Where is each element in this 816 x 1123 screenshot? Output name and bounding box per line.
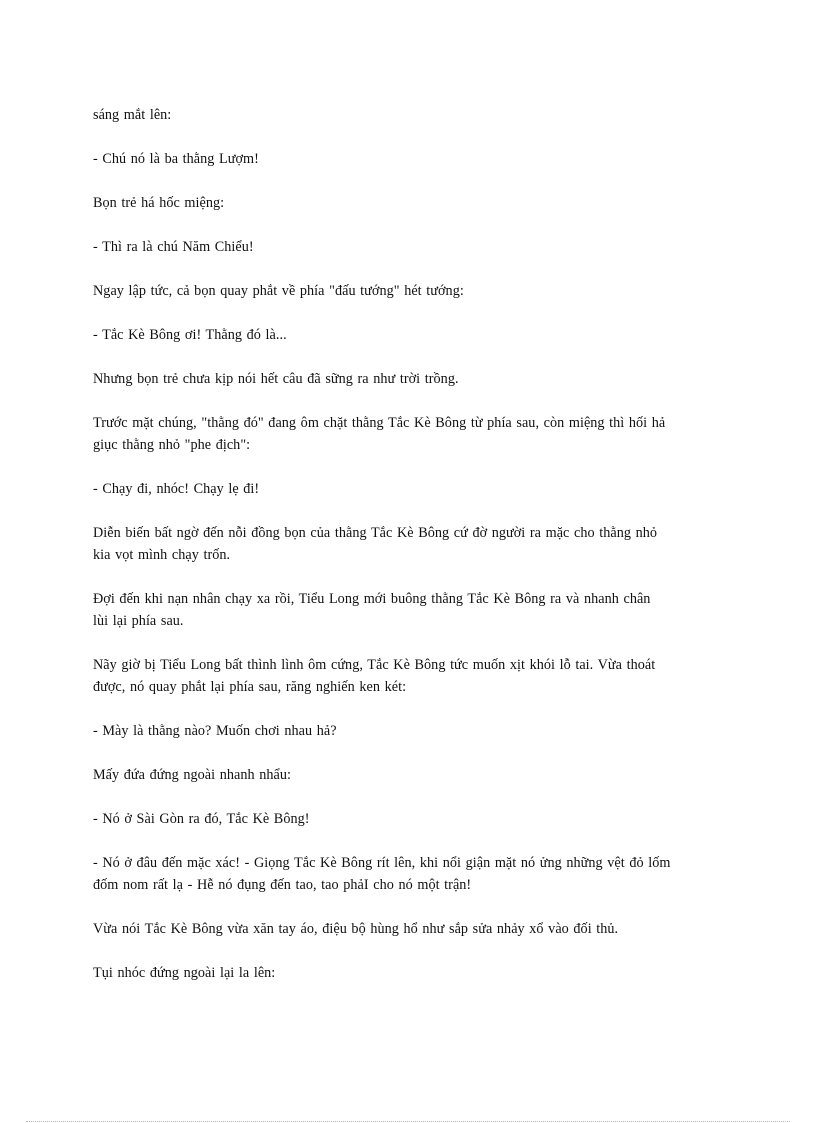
text-line: Trước mặt chúng, "thằng đó" đang ôm chặt thằng Tắc Kè Bông từ phía sau, còn miệng thì hối hả xyxy=(93,415,666,431)
paragraph xyxy=(93,522,723,566)
text-line: - Chạy đi, nhóc! Chạy lẹ đi! xyxy=(93,481,260,497)
page-break-divider xyxy=(26,1121,790,1122)
paragraph xyxy=(93,280,723,302)
text-line: - Nó ở Sài Gòn ra đó, Tắc Kè Bông! xyxy=(93,811,310,827)
text-line: - Nó ở đâu đến mặc xác! - Giọng Tắc Kè Bông rít lên, khi nổi giận mặt nó ửng những vệt đỏ lốm xyxy=(93,855,671,871)
paragraph xyxy=(93,918,723,940)
paragraph xyxy=(93,654,723,698)
text-line: Vừa nói Tắc Kè Bông vừa xăn tay áo, điệu bộ hùng hổ như sắp sửa nhảy xổ vào đối thủ. xyxy=(93,921,619,937)
paragraph xyxy=(93,192,723,214)
paragraph xyxy=(93,478,723,500)
text-line: đốm nom rất lạ - Hễ nó đụng đến tao, tao phảI cho nó một trận! xyxy=(93,877,472,893)
text-line: Mấy đứa đứng ngoài nhanh nhẩu: xyxy=(93,767,292,783)
text-line: lùi lại phía sau. xyxy=(93,613,184,629)
text-line: Ngay lập tức, cả bọn quay phắt về phía "đấu tướng" hét tướng: xyxy=(93,283,464,299)
paragraph xyxy=(93,412,723,456)
text-line: - Tắc Kè Bông ơi! Thằng đó là... xyxy=(93,327,287,343)
text-line: - Chú nó là ba thằng Lượm! xyxy=(93,151,259,167)
text-line: - Mày là thằng nào? Muốn chơi nhau hả? xyxy=(93,723,337,739)
text-line: Bọn trẻ há hốc miệng: xyxy=(93,195,225,211)
paragraph xyxy=(93,720,723,742)
paragraph xyxy=(93,808,723,830)
text-line: Nhưng bọn trẻ chưa kịp nói hết câu đã sững ra như trời trồng. xyxy=(93,371,459,387)
text-line: sáng mắt lên: xyxy=(93,107,172,123)
paragraph xyxy=(93,368,723,390)
paragraph xyxy=(93,764,723,786)
paragraph xyxy=(93,148,723,170)
paragraph xyxy=(93,324,723,346)
paragraph xyxy=(93,962,723,984)
text-line: Nãy giờ bị Tiểu Long bất thình lình ôm cứng, Tắc Kè Bông tức muốn xịt khói lỗ tai. Vừa thoát xyxy=(93,657,656,673)
document-body xyxy=(93,104,723,1006)
text-line: - Thì ra là chú Năm Chiểu! xyxy=(93,239,254,255)
text-line: Đợi đến khi nạn nhân chạy xa rồi, Tiểu Long mới buông thằng Tắc Kè Bông ra và nhanh chân xyxy=(93,591,651,607)
text-line: Diễn biến bất ngờ đến nỗi đồng bọn của thằng Tắc Kè Bông cứ đờ người ra mặc cho thằng nhỏ xyxy=(93,525,658,541)
text-line: giục thằng nhỏ "phe địch": xyxy=(93,437,251,453)
paragraph xyxy=(93,104,723,126)
paragraph xyxy=(93,236,723,258)
text-line: Tụi nhóc đứng ngoài lại la lên: xyxy=(93,965,276,981)
text-line: được, nó quay phắt lại phía sau, răng nghiến ken két: xyxy=(93,679,407,695)
text-line: kia vọt mình chạy trốn. xyxy=(93,547,231,563)
paragraph xyxy=(93,588,723,632)
paragraph xyxy=(93,852,723,896)
